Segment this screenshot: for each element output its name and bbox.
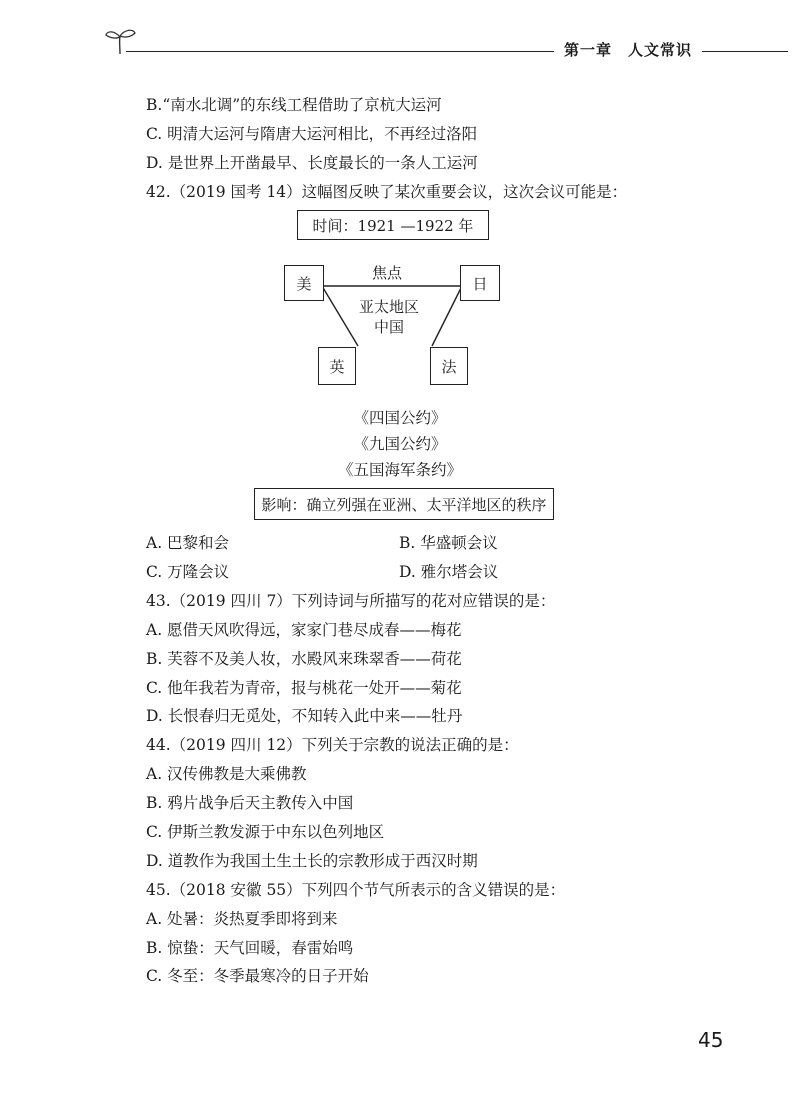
diagram-impact-box: 影响：确立列强在亚洲、太平洋地区的秩序 bbox=[254, 488, 554, 520]
q45-stem: 45.（2018 安徽 55）下列四个节气所表示的含义错误的是： bbox=[146, 881, 566, 899]
diagram-region-line2: 中国 bbox=[374, 318, 405, 336]
treaty-nine-power: 《九国公约》 bbox=[353, 435, 447, 453]
treaty-four-power: 《四国公约》 bbox=[353, 409, 447, 427]
q41-option-b: B.“南水北调”的东线工程借助了京杭大运河 bbox=[146, 96, 442, 114]
q43-stem: 43.（2019 四川 7）下列诗词与所描写的花对应错误的是： bbox=[146, 592, 556, 610]
diagram-time-box: 时间：1921 —1922 年 bbox=[297, 210, 489, 240]
country-box-uk: 英 bbox=[318, 347, 356, 385]
q44-option-a: A. 汉传佛教是大乘佛教 bbox=[146, 765, 307, 783]
q44-stem: 44.（2019 四川 12）下列关于宗教的说法正确的是： bbox=[146, 736, 519, 754]
q43-option-b: B. 芙蓉不及美人妆，水殿风来珠翠香——荷花 bbox=[146, 650, 462, 668]
country-box-japan: 日 bbox=[460, 265, 500, 301]
q42-stem: 42.（2019 国考 14）这幅图反映了某次重要会议，这次会议可能是： bbox=[146, 183, 628, 201]
q43-option-a: A. 愿借天风吹得远，家家门巷尽成春——梅花 bbox=[146, 621, 462, 639]
q44-option-d: D. 道教作为我国土生土长的宗教形成于西汉时期 bbox=[146, 852, 478, 870]
header-rule-right bbox=[702, 51, 788, 52]
country-box-france: 法 bbox=[430, 347, 468, 385]
header-rule-left bbox=[126, 51, 554, 52]
q41-option-c: C. 明清大运河与隋唐大运河相比，不再经过洛阳 bbox=[146, 125, 478, 143]
q43-option-c: C. 他年我若为青帝，报与桃花一处开——菊花 bbox=[146, 679, 462, 697]
diagram-focus-label: 焦点 bbox=[372, 264, 403, 282]
diagram-region-line1: 亚太地区 bbox=[359, 298, 420, 316]
q41-option-d: D. 是世界上开凿最早、长度最长的一条人工运河 bbox=[146, 154, 478, 172]
q42-option-c: C. 万隆会议 bbox=[146, 563, 230, 581]
chapter-title: 第一章 人文常识 bbox=[564, 41, 693, 59]
q44-option-c: C. 伊斯兰教发源于中东以色列地区 bbox=[146, 823, 385, 841]
q42-option-a: A. 巴黎和会 bbox=[146, 534, 230, 552]
q42-option-b: B. 华盛顿会议 bbox=[399, 534, 498, 552]
treaty-five-power-naval: 《五国海军条约》 bbox=[337, 461, 462, 479]
q45-option-c: C. 冬至：冬季最寒冷的日子开始 bbox=[146, 967, 369, 985]
page-header bbox=[0, 0, 800, 70]
q43-option-d: D. 长恨春归无觅处，不知转入此中来——牡丹 bbox=[146, 707, 463, 725]
country-box-us: 美 bbox=[284, 265, 324, 301]
q45-option-a: A. 处暑：炎热夏季即将到来 bbox=[146, 910, 338, 928]
page-number: 45 bbox=[698, 1028, 724, 1052]
q45-option-b: B. 惊蛰：天气回暖，春雷始鸣 bbox=[146, 939, 354, 957]
q42-option-d: D. 雅尔塔会议 bbox=[399, 563, 499, 581]
q44-option-b: B. 鸦片战争后天主教传入中国 bbox=[146, 794, 354, 812]
